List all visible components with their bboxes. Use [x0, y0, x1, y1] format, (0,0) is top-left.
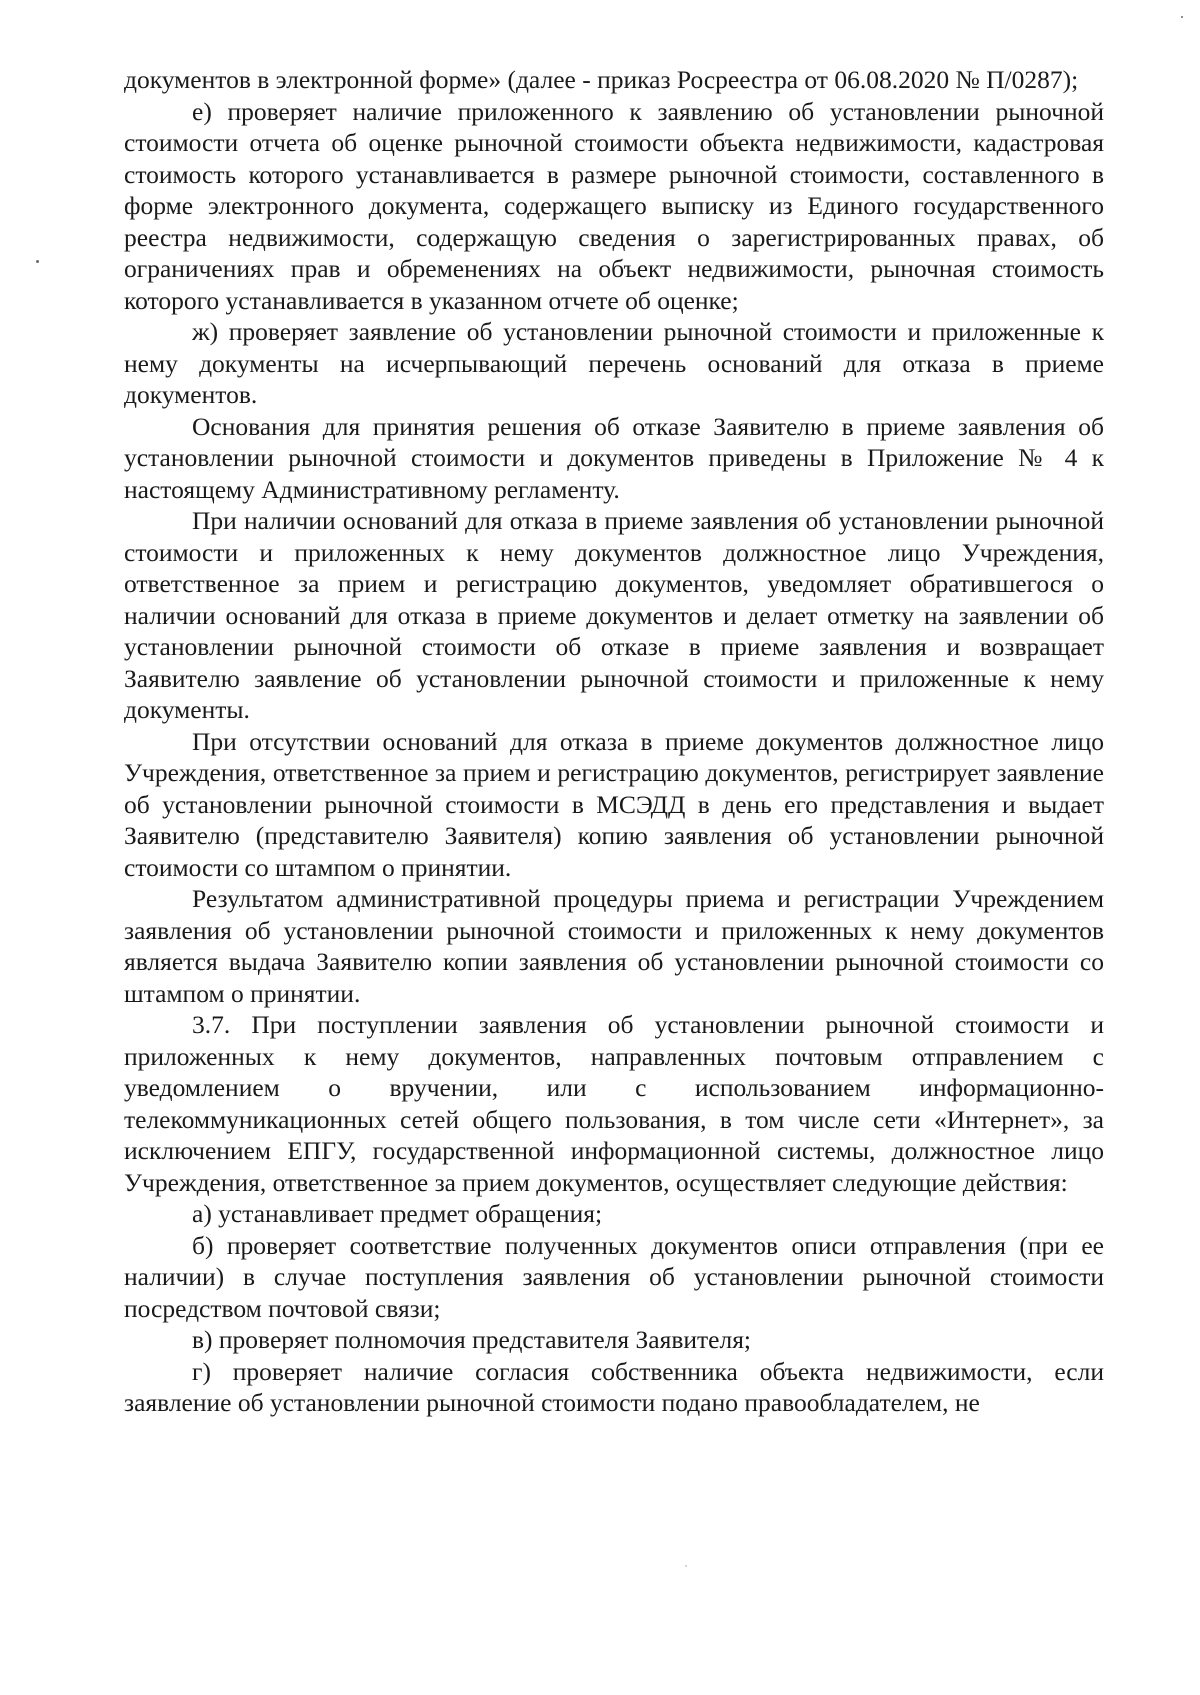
- document-body: [124, 64, 1104, 1419]
- paragraph-item-zh: ж) проверяет заявление об установлении рыночной стоимости и приложенные к нему документы на исчерпывающий перечень оснований для отказа в приеме документов.: [124, 317, 1104, 409]
- paragraph-refusal-procedure: При наличии оснований для отказа в приеме заявления об установлении рыночной стоимости и приложенных к нему документов должностное лицо Учреждения, ответственное за прием и регистрацию документов, уведомляет обратившегося о наличии оснований для отказа в приеме документов и делает отметку на заявлении об установлении рыночной стоимости об отказе в приеме заявления и возвращает Заявителю заявление об установлении рыночной стоимости и приложенные к нему документы.: [124, 506, 1104, 724]
- paragraph-item-v: в) проверяет полномочия представителя Заявителя;: [192, 1325, 752, 1354]
- paragraph-result: Результатом административной процедуры приема и регистрации Учреждением заявления об установлении рыночной стоимости и приложенных к нему документов является выдача Заявителю копии заявления об установлении рыночной стоимости со штампом о принятии.: [124, 884, 1104, 1008]
- scan-speck: [1181, 16, 1183, 18]
- scan-speck: [685, 1565, 687, 1567]
- paragraph-continuation: документов в электронной форме» (далее - приказ Росреестра от 06.08.2020 № П/0287);: [124, 65, 1079, 94]
- scan-speck: [36, 260, 39, 263]
- paragraph-item-b: б) проверяет соответствие полученных документов описи отправления (при ее наличии) в случае поступления заявления об установлении рыночной стоимости посредством почтовой связи;: [124, 1230, 1104, 1323]
- paragraph-item-g: г) проверяет наличие согласия собственника объекта недвижимости, если заявление об установлении рыночной стоимости подано правообладателем, не: [124, 1356, 1104, 1417]
- paragraph-refusal-grounds: Основания для принятия решения об отказе Заявителю в приеме заявления об установлении рыночной стоимости и документов приведены в Приложение № 4 к настоящему Административному регламенту.: [124, 411, 1104, 504]
- paragraph-section-3-7: 3.7. При поступлении заявления об установлении рыночной стоимости и приложенных к нему документов, направленных почтовым отправлением с уведомлением о вручении, или с использованием информационно-телекоммуникационных сетей общего пользования, в том числе сети «Интернет», за исключением ЕПГУ, государственной информационной системы, должностное лицо Учреждения, ответственное за прием документов, осуществляет следующие действия:: [124, 1010, 1104, 1197]
- paragraph-item-a: а) устанавливает предмет обращения;: [192, 1199, 603, 1228]
- paragraph-registration: При отсутствии оснований для отказа в приеме документов должностное лицо Учреждения, ответственное за прием и регистрацию документов, регистрирует заявление об установлении рыночной стоимости в МСЭДД в день его представления и выдает Заявителю (представителю Заявителя) копию заявления об установлении рыночной стоимости со штампом о принятии.: [124, 726, 1104, 882]
- paragraph-item-e: е) проверяет наличие приложенного к заявлению об установлении рыночной стоимости отчета об оценке рыночной стоимости объекта недвижимости, кадастровая стоимость которого устанавливается в размере рыночной стоимости, составленного в форме электронного документа, содержащего выписку из Единого государственного реестра недвижимости, содержащую сведения о зарегистрированных правах, об ограничениях прав и обременениях на объект недвижимости, рыночная стоимость которого устанавливается в указанном отчете об оценке;: [124, 96, 1104, 315]
